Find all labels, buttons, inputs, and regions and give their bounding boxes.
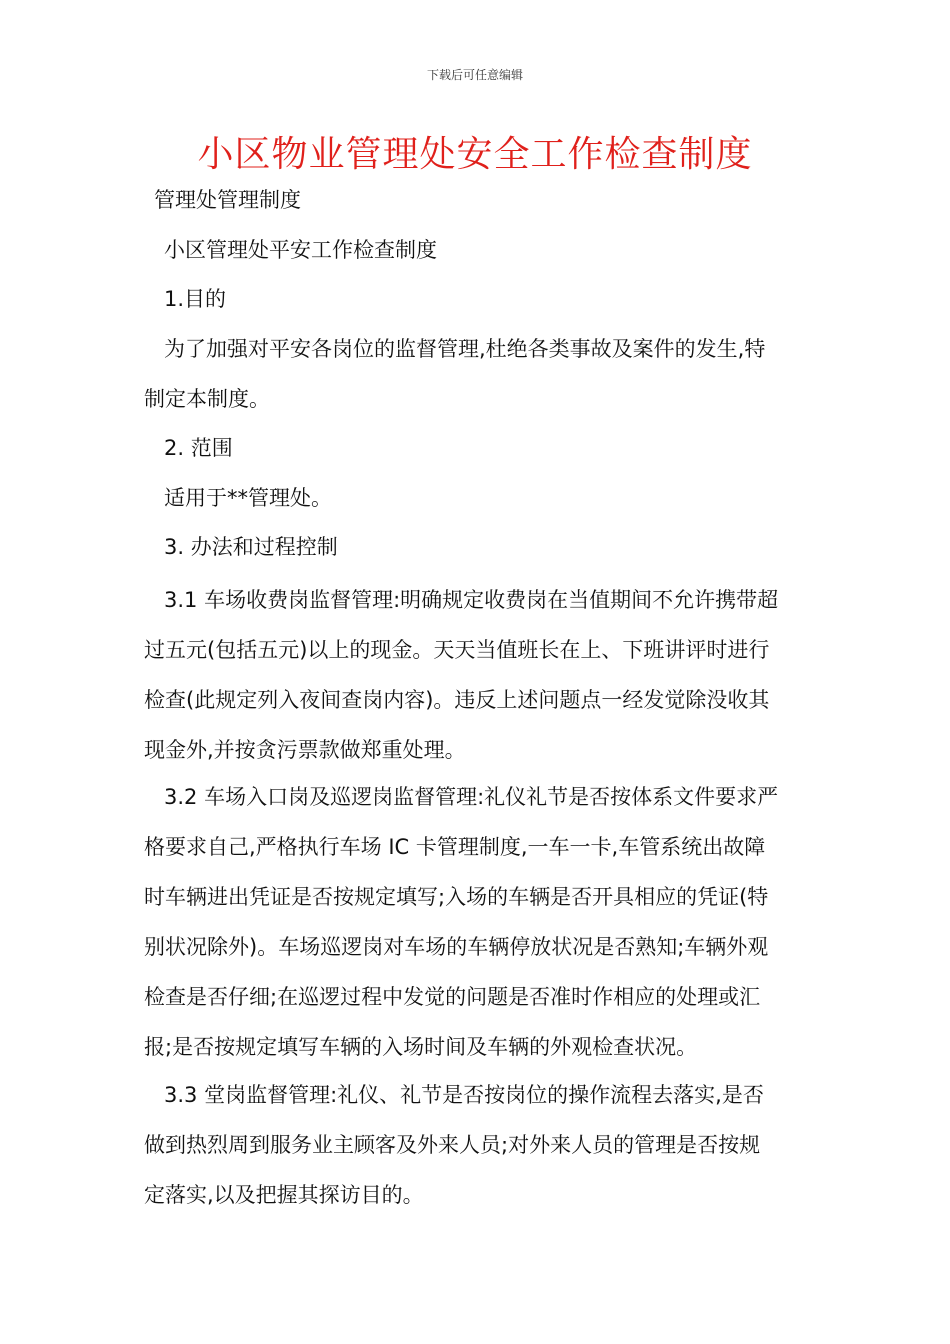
paragraph-heading-management bbox=[144, 175, 810, 225]
paragraph-3-2 bbox=[144, 772, 810, 1072]
text-line: 时车辆进出凭证是否按规定填写;入场的车辆是否开具相应的凭证(特 bbox=[144, 885, 769, 909]
section-methods-heading bbox=[144, 522, 810, 572]
text-line: 格要求自己,严格执行车场 IC 卡管理制度,一车一卡,车管系统出故障 bbox=[144, 835, 766, 859]
text-line: 检查(此规定列入夜间查岗内容)。违反上述问题点一经发觉除没收其 bbox=[144, 688, 770, 712]
paragraph-3-3 bbox=[144, 1070, 810, 1220]
text-line: 3.3 堂岗监督管理:礼仪、礼节是否按岗位的操作流程去落实,是否 bbox=[164, 1083, 764, 1107]
text-line: 为了加强对平安各岗位的监督管理,杜绝各类事故及案件的发生,特 bbox=[164, 337, 766, 361]
text-line: 2. 范围 bbox=[164, 436, 233, 460]
text-line: 管理处管理制度 bbox=[154, 188, 301, 212]
paragraph-3-1 bbox=[144, 575, 810, 775]
text-line: 3. 办法和过程控制 bbox=[164, 535, 338, 559]
document-title: 小区物业管理处安全工作检查制度 bbox=[197, 134, 753, 175]
text-line: 小区管理处平安工作检查制度 bbox=[164, 238, 437, 262]
text-line: 定落实,以及把握其探访目的。 bbox=[144, 1183, 424, 1207]
header-note: 下载后可任意编辑 bbox=[426, 68, 523, 82]
section-scope-heading bbox=[144, 423, 810, 473]
text-line: 适用于**管理处。 bbox=[164, 486, 332, 510]
text-line: 报;是否按规定填写车辆的入场时间及车辆的外观检查状况。 bbox=[144, 1035, 698, 1059]
text-line: 1.目的 bbox=[164, 287, 227, 311]
text-line: 3.2 车场入口岗及巡逻岗监督管理:礼仪礼节是否按体系文件要求严 bbox=[164, 785, 779, 809]
section-purpose-heading bbox=[144, 274, 810, 324]
text-line: 现金外,并按贪污票款做郑重处理。 bbox=[144, 738, 466, 762]
paragraph-scope bbox=[144, 473, 810, 523]
text-line: 3.1 车场收费岗监督管理:明确规定收费岗在当值期间不允许携带超 bbox=[164, 588, 779, 612]
text-line: 做到热烈周到服务业主顾客及外来人员;对外来人员的管理是否按规 bbox=[144, 1133, 761, 1157]
text-line: 检查是否仔细;在巡逻过程中发觉的问题是否准时作相应的处理或汇 bbox=[144, 985, 761, 1009]
text-line: 制定本制度。 bbox=[144, 387, 270, 411]
text-line: 别状况除外)。车场巡逻岗对车场的车辆停放状况是否熟知;车辆外观 bbox=[144, 935, 769, 959]
paragraph-subtitle bbox=[144, 225, 810, 275]
text-line: 过五元(包括五元)以上的现金。天天当值班长在上、下班讲评时进行 bbox=[144, 638, 770, 662]
paragraph-purpose bbox=[144, 324, 810, 424]
